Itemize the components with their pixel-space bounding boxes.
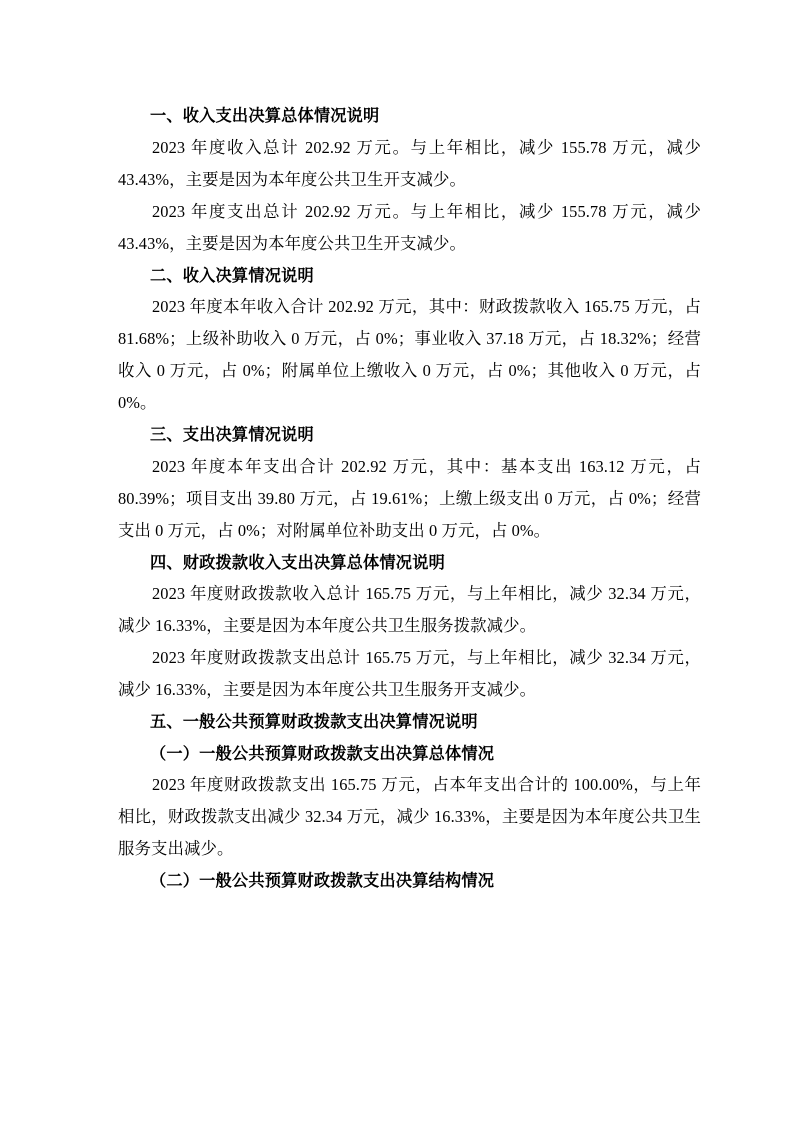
body-paragraph: 2023 年度收入总计 202.92 万元。与上年相比，减少 155.78 万元，减少 43.43%，主要是因为本年度公共卫生开支减少。 (118, 137, 701, 189)
section-heading: 二、收入决算情况说明 (150, 265, 314, 285)
section-heading: 五、一般公共预算财政拨款支出决算情况说明 (150, 712, 478, 732)
body-paragraph: 2023 年度财政拨款支出 165.75 万元，占本年支出合计的 100.00%，与上年相比，财政拨款支出减少 32.34 万元，减少 16.33%，主要是因为本年度公共卫生服务支出减少。 (118, 775, 701, 859)
section-heading: 三、支出决算情况说明 (150, 425, 314, 445)
sub-heading: （一）一般公共预算财政拨款支出决算总体情况 (150, 743, 495, 763)
body-paragraph: 2023 年度财政拨款支出总计 165.75 万元，与上年相比，减少 32.34 万元，减少 16.33%，主要是因为本年度公共卫生服务开支减少。 (118, 648, 701, 700)
body-paragraph: 2023 年度本年收入合计 202.92 万元，其中：财政拨款收入 165.75 万元，占 81.68%；上级补助收入 0 万元，占 0%；事业收入 37.18 万元，占 18.32%；经营收入 0 万元，占 0%；附属单位上缴收入 0 万元，占 0%；其他收入 0 万元，占 0%。 (118, 297, 701, 413)
body-paragraph: 2023 年度本年支出合计 202.92 万元，其中：基本支出 163.12 万元，占 80.39%；项目支出 39.80 万元，占 19.61%；上缴上级支出 0 万元，占 0%；经营支出 0 万元，占 0%；对附属单位补助支出 0 万元，占 0%。 (118, 456, 701, 540)
section-heading: 四、财政拨款收入支出决算总体情况说明 (150, 552, 445, 572)
section-heading: 一、收入支出决算总体情况说明 (150, 106, 380, 125)
body-paragraph: 2023 年度支出总计 202.92 万元。与上年相比，减少 155.78 万元，减少 43.43%，主要是因为本年度公共卫生开支减少。 (118, 201, 701, 253)
document-body (118, 100, 701, 897)
sub-heading: （二）一般公共预算财政拨款支出决算结构情况 (150, 871, 495, 891)
body-paragraph: 2023 年度财政拨款收入总计 165.75 万元，与上年相比，减少 32.34 万元，减少 16.33%，主要是因为本年度公共卫生服务拨款减少。 (118, 584, 701, 636)
